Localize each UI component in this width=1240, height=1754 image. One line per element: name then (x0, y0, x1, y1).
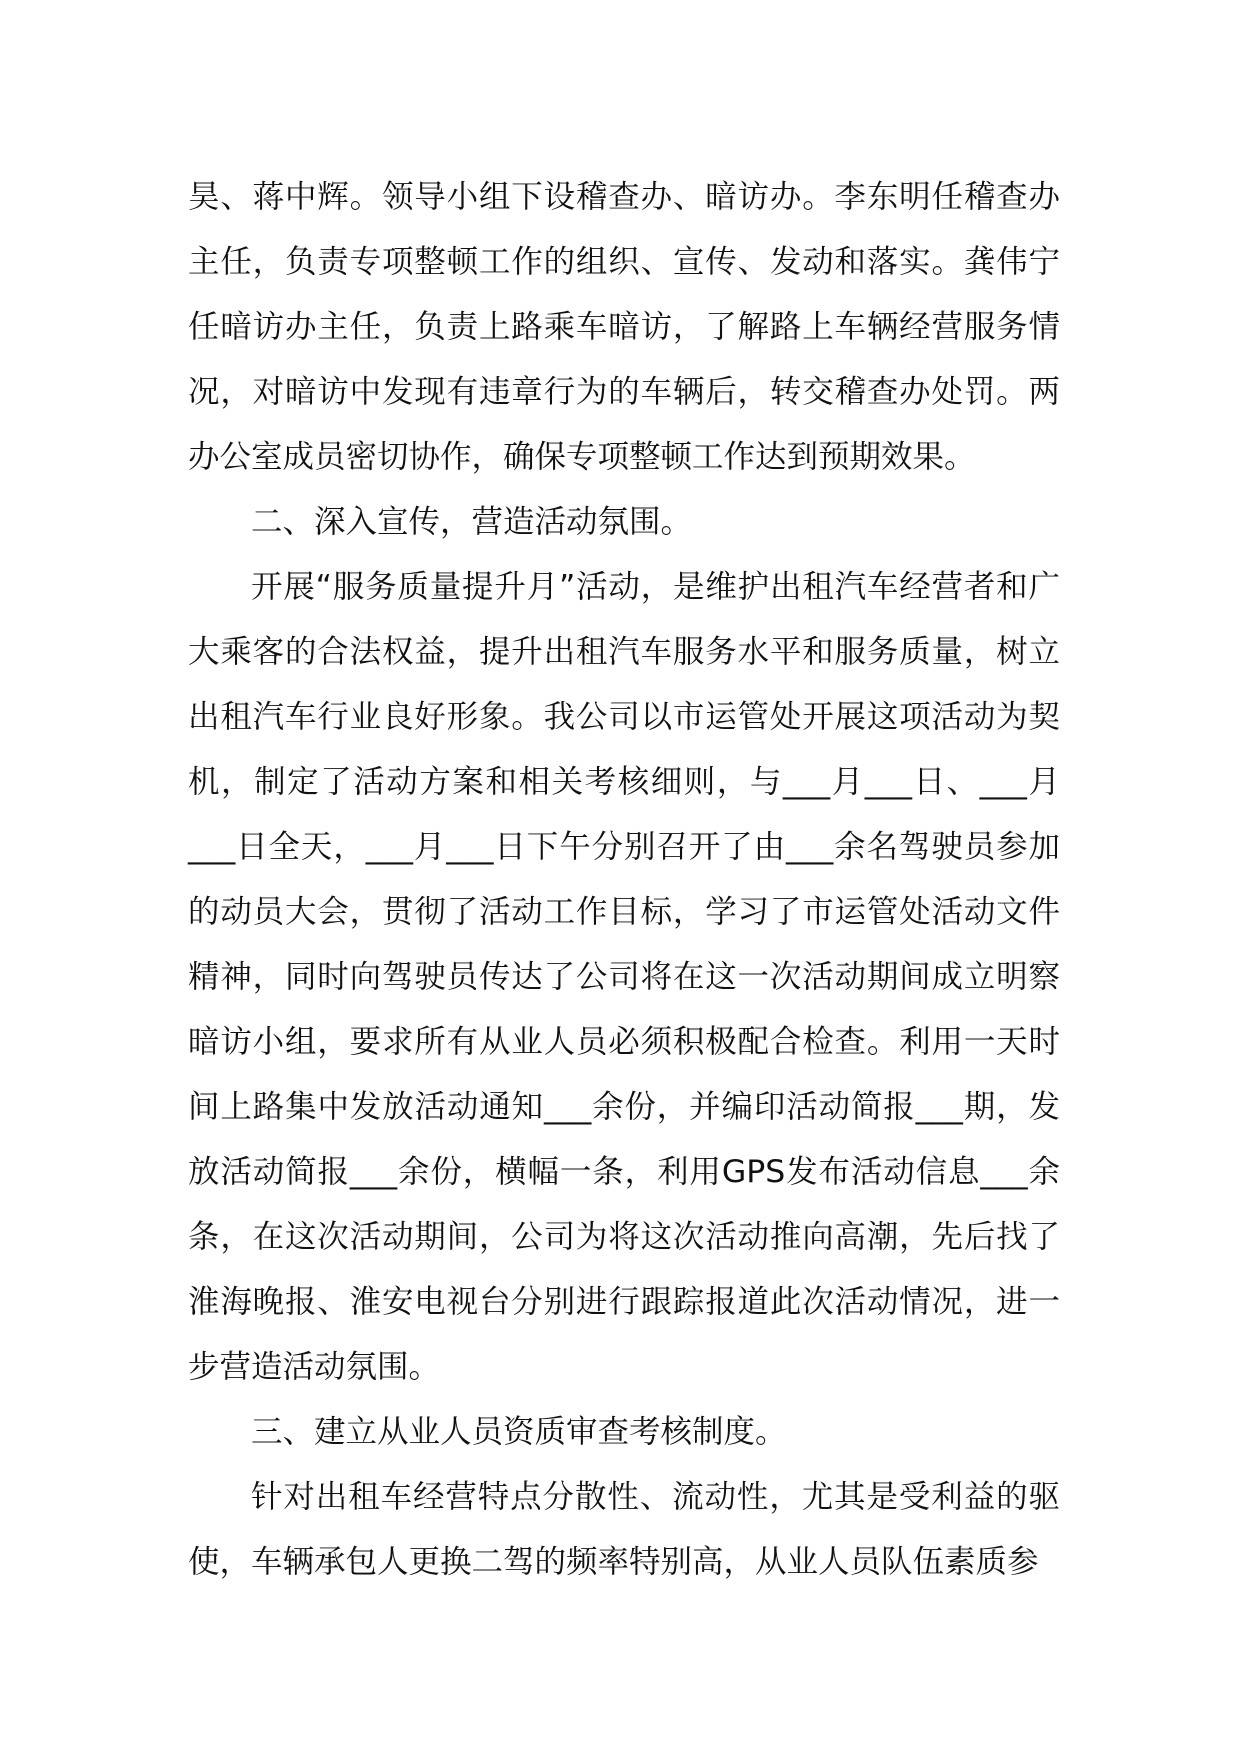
paragraph-leadership-group: 昊、蒋中辉。领导小组下设稽查办、暗访办。李东明任稽查办主任，负责专项整顿工作的组织、宣传、发动和落实。龚伟宁任暗访办主任，负责上路乘车暗访，了解路上车辆经营服务情况，对暗访中发现有违章行为的车辆后，转交稽查办处罚。两办公室成员密切协作，确保专项整顿工作达到预期效果。 (188, 179, 1060, 475)
document-page (188, 165, 1060, 1595)
paragraph-publicity: 开展“服务质量提升月”活动，是维护出租汽车经营者和广大乘客的合法权益，提升出租汽车服务水平和服务质量，树立出租汽车行业良好形象。我公司以市运管处开展这项活动为契机，制定了活动方案和相关考核细则，与___月___日、___月___日全天，___月___日下午分别召开了由___余名驾驶员参加的动员大会，贯彻了活动工作目标，学习了市运管处活动文件精神，同时向驾驶员传达了公司将在这一次活动期间成立明察暗访小组，要求所有从业人员必须积极配合检查。利用一天时间上路集中发放活动通知___余份，并编印活动简报___期，发放活动简报___余份，横幅一条，利用GPS发布活动信息___余条，在这次活动期间，公司为将这次活动推向高潮，先后找了淮海晚报、淮安电视台分别进行跟踪报道此次活动情况，进一步营造活动氛围。 (188, 569, 1060, 1385)
section-heading-2: 二、深入宣传，营造活动氛围。 (251, 504, 693, 540)
section-heading-3: 三、建立从业人员资质审查考核制度。 (251, 1414, 787, 1450)
paragraph-qualification: 针对出租车经营特点分散性、流动性，尤其是受利益的驱使，车辆承包人更换二驾的频率特别高，从业人员队伍素质参 (188, 1479, 1060, 1580)
